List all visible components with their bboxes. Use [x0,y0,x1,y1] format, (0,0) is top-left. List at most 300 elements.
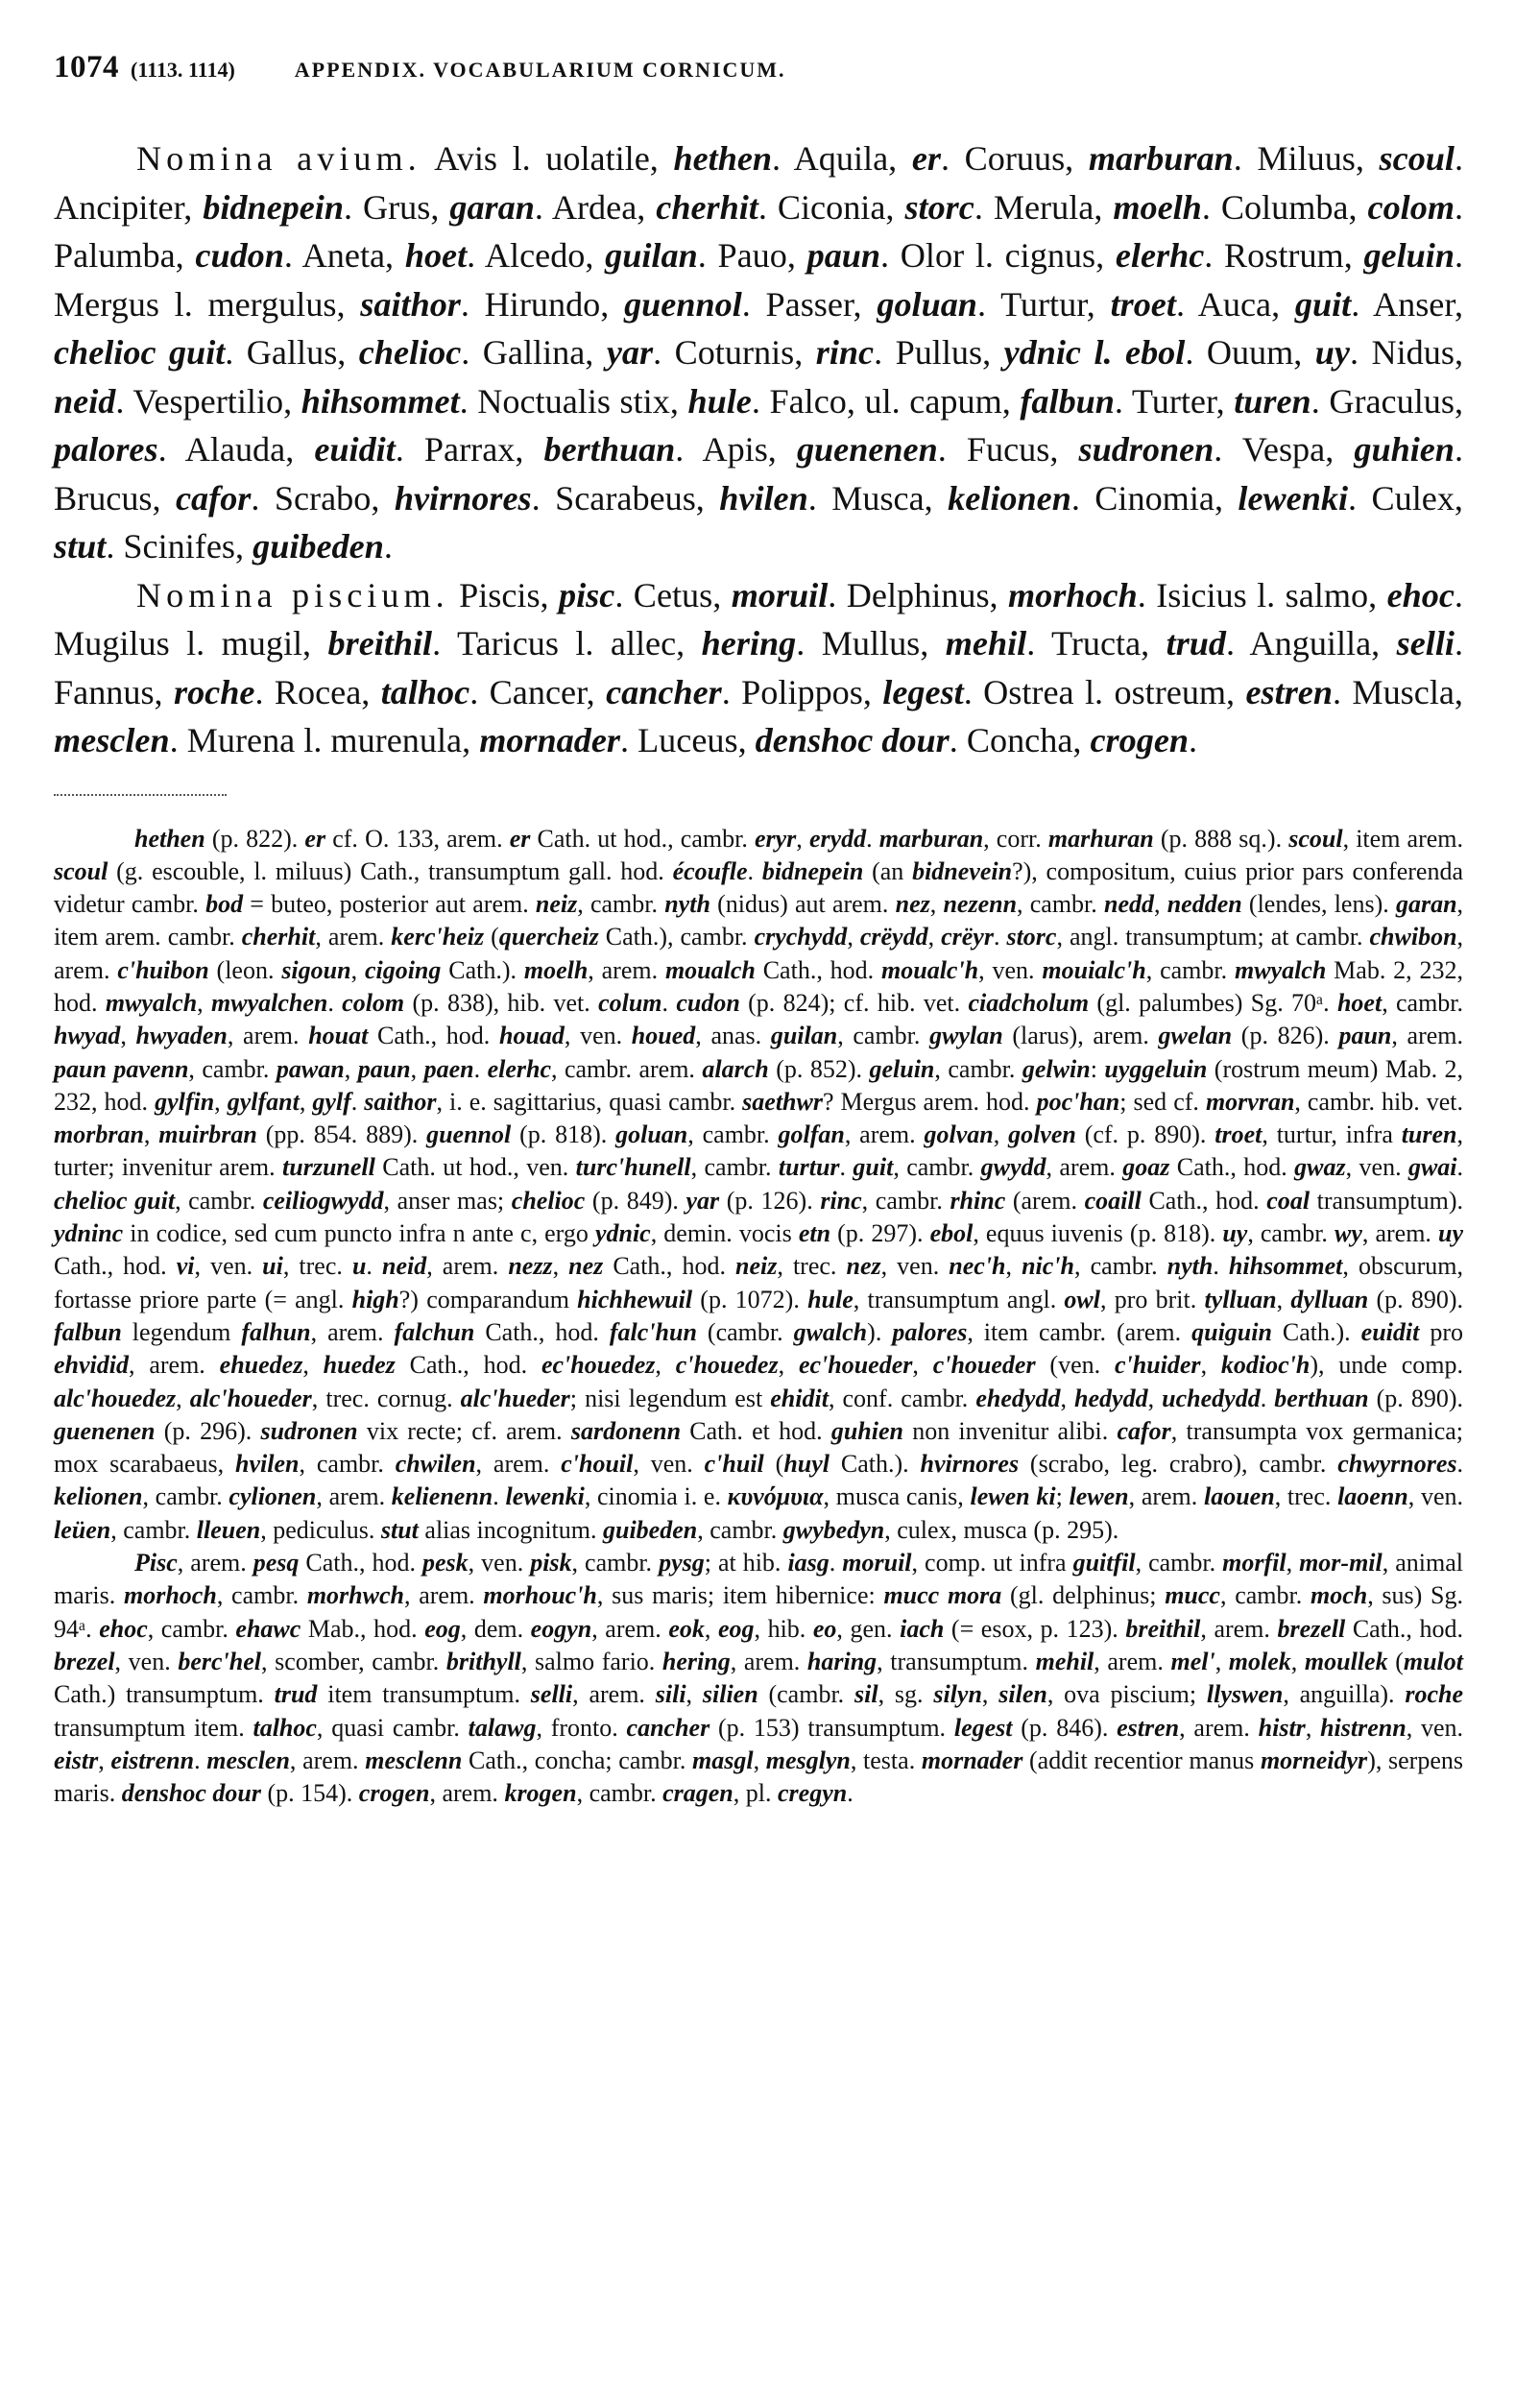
text-run: Mab. 2, 232, hod. [54,955,1464,1017]
text-run: (p. 822). [204,824,305,853]
vernacular-term: uyggeluin [1104,1054,1208,1083]
text-run: , ven. [1407,1482,1464,1511]
text-run: , quasi cambr. [316,1713,469,1742]
text-run: , ven. [1345,1153,1408,1182]
vernacular-term: yar [685,1186,720,1215]
vernacular-term: storc [904,187,974,227]
text-run: . [1456,1450,1463,1479]
vernacular-term: falbun [1020,381,1115,421]
text-run: . Mullus, [796,624,946,662]
text-run: (p. 154). [260,1779,359,1808]
text-run: . Mergus l. mergulus, [54,236,1464,324]
text-run: legendum [121,1317,242,1346]
text-run: , angl. transumptum; at cambr. [1056,923,1370,951]
text-run: (p. 849). [585,1186,686,1215]
vernacular-term: eogyn [530,1614,592,1643]
vernacular-term: chelioc [511,1186,586,1215]
text-run: , culex, musca (p. 295). [884,1515,1119,1544]
vernacular-term: nic'h [1022,1252,1074,1281]
vernacular-term: lewenki [1238,478,1349,518]
text-run: , arem. [227,1022,309,1050]
text-run: (gl. palumbes) Sg. 70ᵃ. [1089,988,1337,1017]
text-run: . [993,923,1007,951]
text-run: ; sed cf. [1119,1087,1206,1116]
vernacular-term: hering [701,624,797,662]
vernacular-term: hihsommet [301,381,460,421]
text-run: , trec. [777,1252,847,1281]
text-run: . Isicius l. salmo, [1137,575,1387,614]
vernacular-term: ec'houedez [541,1351,656,1380]
text-run: Mab., hod. [301,1614,425,1643]
vernacular-term: turen [1234,381,1311,421]
text-run: , [796,824,809,853]
vernacular-term: eistr [54,1746,99,1774]
vernacular-term: llyswen [1206,1680,1284,1709]
vernacular-term: colum [598,988,662,1017]
vernacular-term: morhwch [306,1581,404,1610]
text-run: , transumpta vox germanica; mox scarabaeus, [54,1416,1463,1479]
vernacular-term: hwyad [54,1022,121,1050]
vernacular-term: eok [668,1614,705,1643]
vernacular-term: neiz [735,1252,778,1281]
text-run: , [344,1054,358,1083]
vernacular-term: rinc [815,333,875,372]
vernacular-term: high [351,1285,399,1313]
vernacular-term: goluan [877,284,977,324]
text-run: Cath., concha; cambr. [462,1746,693,1774]
vernacular-term: hvirnores [394,478,532,518]
vernacular-term: geluin [869,1054,935,1083]
text-run: Avis l. uolatile, [421,139,674,178]
vernacular-term: palores [892,1317,968,1346]
text-run: , sus maris; item hibernice: [596,1581,884,1610]
vernacular-term: cigoing [364,955,442,984]
vernacular-term: gwybedyn [782,1515,885,1544]
vernacular-term: morhoch [124,1581,217,1610]
vernacular-term: ehidit [770,1384,829,1412]
text-run: , comp. ut infra [911,1549,1073,1577]
section-heading: Nomina piscium. [136,575,449,614]
vernacular-term: silien [702,1680,758,1709]
text-run: (pp. 854. 889). [256,1120,427,1149]
column-numbers: (1113. 1114) [131,58,235,82]
vernacular-term: ehoc [1386,575,1455,614]
text-run: , cambr. [1017,890,1104,919]
vernacular-term: sigoun [281,955,351,984]
text-run: , trec. [282,1252,352,1281]
vernacular-term: kelienenn [391,1482,493,1511]
vernacular-term: guenenen [796,430,938,469]
text-run: ; at hib. [704,1549,788,1577]
text-run: , transumptum angl. [853,1285,1065,1313]
vernacular-term: hvilen [719,478,808,518]
vernacular-term: mor-mil [1299,1549,1383,1577]
text-run: ( [1387,1647,1404,1675]
vernacular-term: ydnic l. ebol [1003,333,1186,372]
vernacular-term: ciadcholum [968,988,1090,1017]
text-run: (p. 888 sq.). [1153,824,1289,853]
text-run: . Gallina, [461,333,607,372]
vernacular-term: marburan [1088,139,1234,178]
vernacular-term: sudronen [1078,430,1214,469]
text-run: , anas. [695,1022,771,1050]
text-run: , ven. [468,1549,531,1577]
text-run: , [1286,1549,1300,1577]
vernacular-term: eog [424,1614,461,1643]
text-run: (scrabo, leg. crabro), cambr. [1019,1450,1338,1479]
text-run: , cambr. [1219,1581,1311,1610]
vernacular-term: nec'h [949,1252,1006,1281]
text-run: , [1200,1351,1221,1380]
vernacular-term: hvilen [235,1450,300,1479]
vernacular-term: chwilen [395,1450,476,1479]
text-run: . [847,1779,854,1808]
vernacular-term: c'huil [704,1450,764,1479]
vernacular-term: silyn [933,1680,982,1709]
text-run: . Hirundo, [460,284,625,324]
vernacular-term: hoet [404,236,468,275]
text-run: , anser mas; [383,1186,512,1215]
text-run: . Turter, [1114,381,1235,421]
vernacular-term: crëydd [859,923,928,951]
vernacular-term: etn [798,1219,831,1248]
vernacular-term: neid [381,1252,427,1281]
text-run: ( [763,1450,784,1479]
text-run: (p. 297). [830,1219,930,1248]
text-run: . [866,824,879,853]
text-run: . Aquila, [772,139,912,178]
vernacular-term: hwyaden [135,1022,228,1050]
vernacular-term: uy [1222,1219,1248,1248]
vernacular-term: elerhc [1115,236,1205,275]
text-run: , pl. [733,1779,778,1808]
text-run: , cambr. [175,1186,263,1215]
vernacular-term: bidnepein [761,856,864,885]
text-run: ). [867,1317,893,1346]
text-run: . Delphinus, [828,575,1008,614]
text-run: . Anguilla, [1226,624,1397,662]
vernacular-term: morbran [54,1120,144,1149]
vernacular-term: ehuedez [219,1351,303,1380]
vernacular-term: mucc [1165,1581,1220,1610]
text-run: . Murena l. murenula, [169,721,480,759]
vernacular-term: morneidyr [1260,1746,1368,1774]
vernacular-term: huedez [323,1351,396,1380]
vernacular-term: guilan [770,1022,838,1050]
vernacular-term: troet [1110,284,1176,324]
text-run: . Mugilus l. mugil, [54,575,1463,662]
text-run: , i. e. sagittarius, quasi cambr. [436,1087,743,1116]
vernacular-term: silen [998,1680,1047,1709]
text-run: (an [863,856,913,885]
vernacular-term: falhun [241,1317,311,1346]
text-run: , cambr. [576,1779,663,1808]
text-run: , [1305,1713,1321,1742]
vernacular-term: pavenn [113,1054,189,1083]
text-run: . Merula, [974,187,1114,227]
vernacular-term: gwylan [929,1022,1003,1050]
text-run: Cath., hod. [1141,1186,1267,1215]
text-run: . [1189,721,1198,759]
running-title: APPENDIX. VOCABULARIUM CORNICUM. [294,58,786,82]
vernacular-term: selli [530,1680,573,1709]
text-run: . [829,1549,843,1577]
vernacular-term: ehvidid [54,1351,129,1380]
text-run: , corr. [983,824,1048,853]
text-run: . [194,1746,207,1774]
text-run: , [778,1351,799,1380]
vernacular-term: cudon [676,988,740,1017]
text-run: . Coruus, [940,139,1089,178]
text-run: , pro brit. [1100,1285,1205,1313]
vernacular-term: paun [1338,1022,1392,1050]
text-run: (addit recentior manus [1022,1746,1261,1774]
text-run: , [981,1680,999,1709]
vernacular-term: hethen [673,139,773,178]
vernacular-term: guennol [426,1120,512,1149]
vernacular-term: falc'hun [609,1317,697,1346]
text-run: (gl. delphinus; [1001,1581,1166,1610]
vernacular-term: uy [1314,333,1350,372]
vernacular-term: gwai [1407,1153,1457,1182]
text-run: . Nidus, [1349,333,1463,372]
text-run: , gen. [836,1614,901,1643]
text-run: , [1147,1384,1163,1412]
vernacular-term: moruil [731,575,829,614]
vernacular-term: poc'han [1036,1087,1120,1116]
text-run: ( [484,923,499,951]
vernacular-term: mornader [479,721,620,759]
vernacular-term: lewen [1069,1482,1129,1511]
vernacular-term: nez [568,1252,604,1281]
text-run: , cambr. arem. [551,1054,703,1083]
text-run: . Parrax, [395,430,544,469]
vernacular-term: gwaz [1294,1153,1346,1182]
vernacular-term: er [911,139,941,178]
vernacular-term: uchedydd [1162,1384,1261,1412]
vernacular-term: iach [900,1614,945,1643]
text-run: (rostrum meum) Mab. 2, 232, hod. [54,1054,1464,1116]
text-run: , animal maris. [54,1549,1463,1610]
text-run: , item arem. cambr. [54,890,1464,951]
text-run: . [839,1153,854,1182]
text-run: , cambr. [299,1450,396,1479]
text-run: , trec. cornug. [311,1384,461,1412]
text-run: (p. 890). [1368,1285,1463,1313]
vernacular-term: pisk [530,1549,572,1577]
text-run: , demin. vocis [650,1219,799,1248]
vernacular-term: garan [449,187,535,227]
vernacular-term: ebol [929,1219,974,1248]
vernacular-term: c'houedez [675,1351,779,1380]
footnotes [54,823,1463,1811]
vernacular-term: κυνόμυια [727,1482,824,1511]
text-run: , cambr. [837,1022,930,1050]
vernacular-term: falbun [54,1317,122,1346]
text-run: , arem. [316,1482,392,1511]
text-run: . [493,1482,506,1511]
text-run: Cath. ut hod., ven. [374,1153,576,1182]
text-run: , turtur, infra [1262,1120,1402,1149]
section-heading: Nomina avium. [136,139,421,178]
vernacular-term: guitfil [1072,1549,1136,1577]
vernacular-term: ehawc [235,1614,301,1643]
vernacular-term: pisc [559,575,615,614]
text-run: (p. 296). [155,1416,261,1445]
vernacular-term: palores [54,430,158,469]
text-run: , sus) Sg. 94ᵃ. [54,1581,1464,1643]
text-run: . Passer, [741,284,878,324]
text-run: , [197,988,211,1017]
vernacular-term: hihsommet [1228,1252,1343,1281]
text-run: , arem. [403,1581,484,1610]
text-run: . Brucus, [54,430,1463,518]
vernacular-term: gylfant [227,1087,300,1116]
text-run: , musca canis, [823,1482,971,1511]
vernacular-term: gwelan [1158,1022,1233,1050]
text-run: . Auca, [1175,284,1295,324]
text-run: , cambr. [577,890,665,919]
vernacular-term: kelionen [948,478,1071,518]
text-run: , cambr. [1145,955,1235,984]
text-run: . Olor l. cignus, [880,236,1116,275]
text-run: , cambr. [687,1120,779,1149]
text-run: (p. 824); cf. hib. vet. [739,988,969,1017]
vernacular-term: mucc mora [883,1581,1002,1610]
vernacular-term: mwyalch [105,988,198,1017]
vernacular-term: sardonenn [570,1416,682,1445]
text-run: Cath.), cambr. [598,923,755,951]
vernacular-term: pysg [659,1549,705,1577]
text-run: , testa. [850,1746,922,1774]
text-run: , arem. [129,1351,220,1380]
text-run: (lendes, lens). [1241,890,1396,919]
vernacular-term: scoul [1379,139,1455,178]
text-run: , [1060,1384,1075,1412]
text-run: , dem. [460,1614,531,1643]
vernacular-term: talhoc [252,1713,317,1742]
vernacular-term: cancher [606,672,722,711]
text-run: , cambr. [110,1515,197,1544]
vernacular-term: chwibon [1369,923,1457,951]
vernacular-term: moualch [664,955,756,984]
vernacular-term: kodioc'h [1220,1351,1311,1380]
text-run: , [176,1384,190,1412]
text-run: , arem. [54,923,1464,984]
text-run: , [993,1120,1009,1149]
text-run: , anguilla). [1283,1680,1406,1709]
text-run: , [299,1087,313,1116]
text-run: Cath.). [441,955,524,984]
vernacular-term: er [509,824,531,853]
vernacular-term: gylfin [155,1087,215,1116]
text-run: . Noctualis stix, [459,381,688,421]
vernacular-term: eo [812,1614,837,1643]
text-run: . Vespa, [1214,430,1355,469]
vernacular-term: cancher [626,1713,710,1742]
text-run: , turter; invenitur arem. [54,1120,1464,1182]
vernacular-term: chelioc [358,333,462,372]
vernacular-term: guit [1294,284,1352,324]
text-run: . Alcedo, [467,236,606,275]
text-run: alias incognitum. [418,1515,603,1544]
vernacular-term: euidit [1360,1317,1420,1346]
vernacular-term: eog [717,1614,755,1643]
text-run: , ven. [114,1647,179,1675]
vernacular-term: golven [1008,1120,1076,1149]
text-run: , item arem. [1342,824,1464,853]
text-run: . Palumba, [54,187,1464,275]
vernacular-term: mesglyn [765,1746,851,1774]
vernacular-term: neid [54,381,116,421]
text-run: . [366,1252,382,1281]
text-run: , arem. [1046,1153,1123,1182]
text-run: . Aneta, [283,236,405,275]
vernacular-term: guhien [1354,430,1455,469]
vernacular-term: sili [655,1680,686,1709]
text-run: , pediculus. [260,1515,381,1544]
vernacular-term: hedydd [1074,1384,1148,1412]
vernacular-term: selli [1396,624,1455,662]
vernacular-term: paun [806,236,881,275]
vernacular-term: bidnepein [203,187,344,227]
page [54,50,1463,1810]
text-run: Cath., hod. [755,955,882,984]
vernacular-term: owl [1064,1285,1100,1313]
vernacular-term: ydnic [594,1219,651,1248]
vernacular-term: cafor [176,478,252,518]
text-run: , [302,1351,324,1380]
vernacular-term: hvirnores [920,1450,1020,1479]
vernacular-term: breithil [327,624,433,662]
vernacular-term: alarch [702,1054,769,1083]
text-run: , arem. [426,1252,509,1281]
main-text [54,134,1463,765]
footnote-paragraph-fishes [54,1547,1463,1810]
vernacular-term: nedd [1104,890,1154,919]
vernacular-term: hule [807,1285,854,1313]
vernacular-term: troet [1214,1120,1262,1149]
vernacular-term: denshoc dour [755,721,950,759]
text-run: . Graculus, [1311,381,1463,421]
text-run: , arem. [177,1549,253,1577]
vernacular-term: laouen [1204,1482,1275,1511]
text-run: . Gallus, [225,333,359,372]
vernacular-term: stut [380,1515,419,1544]
vernacular-term: alc'hueder [460,1384,570,1412]
text-run: , cambr. [147,1614,236,1643]
vernacular-term: houad [498,1022,565,1050]
vernacular-term: morhoch [1008,575,1138,614]
text-run: , arem. [289,1746,366,1774]
text-run: , fronto. [536,1713,627,1742]
vernacular-term: berthuan [1274,1384,1369,1412]
text-run: , ven. [1406,1713,1464,1742]
running-header [54,50,1463,88]
vernacular-term: kerc'heiz [391,923,485,951]
vernacular-term: rinc [820,1186,862,1215]
vernacular-term: nez [846,1252,881,1281]
vernacular-term: laoenn [1337,1482,1408,1511]
text-run: , [1214,1647,1229,1675]
text-run: . Luceus, [619,721,756,759]
vernacular-term: histrenn [1320,1713,1407,1742]
text-run: (p. 838), hib. vet. [404,988,599,1017]
vernacular-term: pawan [276,1054,345,1083]
text-run: . [383,527,393,566]
vernacular-term: brezel [54,1647,115,1675]
vernacular-term: histr [1258,1713,1306,1742]
